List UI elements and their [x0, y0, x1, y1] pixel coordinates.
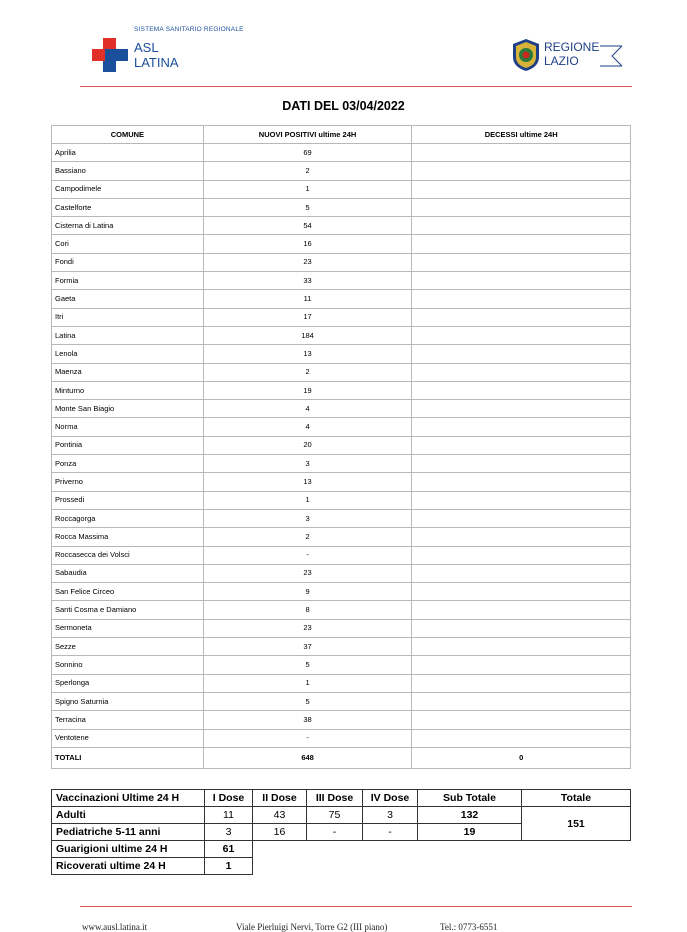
decessi-cell [412, 400, 631, 418]
nuovi-positivi-cell: 1 [203, 674, 412, 692]
comune-cell: Fondi [52, 253, 204, 271]
comune-cell: Roccasecca dei Volsci [52, 546, 204, 564]
comune-cell: Pontinia [52, 436, 204, 454]
adulti-label: Adulti [52, 807, 205, 824]
vacc-header-subtotal: Sub Totale [418, 790, 522, 807]
comune-cell: Sabaudia [52, 564, 204, 582]
table-row [52, 491, 631, 509]
region-line-2: LAZIO [544, 54, 579, 68]
regione-lazio-name [544, 40, 599, 68]
nuovi-positivi-cell: 20 [203, 436, 412, 454]
header-comune: COMUNE [52, 126, 204, 144]
table-row [52, 144, 631, 162]
nuovi-positivi-cell: 1 [203, 491, 412, 509]
decessi-cell [412, 656, 631, 674]
adulti-subtotal: 132 [418, 807, 522, 824]
regione-lazio-decoration [598, 40, 624, 72]
table-row [52, 290, 631, 308]
decessi-cell [412, 729, 631, 747]
decessi-cell [412, 564, 631, 582]
table-row [52, 583, 631, 601]
totals-label: TOTALI [52, 747, 204, 768]
nuovi-positivi-cell: 184 [203, 326, 412, 344]
vacc-header-total: Totale [522, 790, 631, 807]
nuovi-positivi-cell: 13 [203, 345, 412, 363]
table-row [52, 509, 631, 527]
table-row [52, 601, 631, 619]
comune-cell: Ventotene [52, 729, 204, 747]
table-row [52, 162, 631, 180]
asl-system-label: SISTEMA SANITARIO REGIONALE [134, 26, 244, 33]
nuovi-positivi-cell: 37 [203, 638, 412, 656]
header-divider [80, 86, 632, 87]
nuovi-positivi-cell: 4 [203, 418, 412, 436]
ricoverati-row [52, 858, 631, 875]
nuovi-positivi-cell: 23 [203, 564, 412, 582]
table-row [52, 674, 631, 692]
table-row [52, 455, 631, 473]
guarigioni-row [52, 841, 631, 858]
comune-cell: Cisterna di Latina [52, 217, 204, 235]
decessi-cell [412, 638, 631, 656]
comune-cell: Formia [52, 272, 204, 290]
decessi-cell [412, 326, 631, 344]
nuovi-positivi-cell: 9 [203, 583, 412, 601]
adulti-dose-3: 75 [307, 807, 363, 824]
table-row [52, 436, 631, 454]
nuovi-positivi-cell: 11 [203, 290, 412, 308]
decessi-cell [412, 546, 631, 564]
decessi-cell [412, 253, 631, 271]
comune-cell: Minturno [52, 381, 204, 399]
comune-cell: Cori [52, 235, 204, 253]
table-row [52, 473, 631, 491]
comune-cell: Norma [52, 418, 204, 436]
page-title: DATI DEL 03/04/2022 [282, 99, 405, 113]
table-row [52, 345, 631, 363]
nuovi-positivi-cell: 3 [203, 509, 412, 527]
decessi-cell [412, 436, 631, 454]
decessi-cell [412, 528, 631, 546]
table-row [52, 381, 631, 399]
nuovi-positivi-cell: 5 [203, 656, 412, 674]
pediatriche-dose-2: 16 [253, 824, 307, 841]
comune-cell: Sezze [52, 638, 204, 656]
table-row [52, 564, 631, 582]
decessi-cell [412, 583, 631, 601]
table-row [52, 363, 631, 381]
nuovi-positivi-cell: 19 [203, 381, 412, 399]
table-row [52, 253, 631, 271]
nuovi-positivi-cell: 2 [203, 363, 412, 381]
table-row [52, 217, 631, 235]
totals-positivi: 648 [203, 747, 412, 768]
decessi-cell [412, 162, 631, 180]
comune-cell: Gaeta [52, 290, 204, 308]
totals-decessi: 0 [412, 747, 631, 768]
decessi-cell [412, 345, 631, 363]
decessi-cell [412, 674, 631, 692]
comune-cell: Lenola [52, 345, 204, 363]
guarigioni-label: Guarigioni ultime 24 H [52, 841, 205, 858]
comune-cell: Castelforte [52, 198, 204, 216]
vacc-header-label: Vaccinazioni Ultime 24 H [52, 790, 205, 807]
nuovi-positivi-cell: 23 [203, 253, 412, 271]
decessi-cell [412, 418, 631, 436]
totals-row [52, 747, 631, 768]
comune-cell: San Felice Circeo [52, 583, 204, 601]
decessi-cell [412, 363, 631, 381]
municipality-table [51, 125, 631, 769]
nuovi-positivi-cell: 16 [203, 235, 412, 253]
decessi-cell [412, 144, 631, 162]
pediatriche-dose-3: - [307, 824, 363, 841]
vaccination-total: 151 [522, 807, 631, 841]
nuovi-positivi-cell: 3 [203, 455, 412, 473]
ricoverati-label: Ricoverati ultime 24 H [52, 858, 205, 875]
table-row [52, 638, 631, 656]
decessi-cell [412, 217, 631, 235]
table-row [52, 729, 631, 747]
table-row [52, 656, 631, 674]
vacc-header-dose-1: I Dose [205, 790, 253, 807]
nuovi-positivi-cell: 4 [203, 400, 412, 418]
asl-line-1: ASL [134, 40, 159, 55]
comune-cell: Maenza [52, 363, 204, 381]
nuovi-positivi-cell: 8 [203, 601, 412, 619]
pediatriche-dose-1: 3 [205, 824, 253, 841]
header-nuovi-positivi: NUOVI POSITIVI ultime 24H [203, 126, 412, 144]
vaccination-row-adulti [52, 807, 631, 824]
nuovi-positivi-cell: 54 [203, 217, 412, 235]
nuovi-positivi-cell: 5 [203, 692, 412, 710]
comune-cell: Bassiano [52, 162, 204, 180]
decessi-cell [412, 290, 631, 308]
nuovi-positivi-cell: 1 [203, 180, 412, 198]
guarigioni-value: 61 [205, 841, 253, 858]
regione-lazio-emblem [511, 38, 541, 72]
table-row [52, 180, 631, 198]
decessi-cell [412, 619, 631, 637]
vacc-header-dose-2: II Dose [253, 790, 307, 807]
nuovi-positivi-cell: 23 [203, 619, 412, 637]
comune-cell: Rocca Massima [52, 528, 204, 546]
nuovi-positivi-cell: - [203, 729, 412, 747]
decessi-cell [412, 692, 631, 710]
decessi-cell [412, 180, 631, 198]
decessi-cell [412, 198, 631, 216]
nuovi-positivi-cell: 2 [203, 162, 412, 180]
comune-cell: Monte San Biagio [52, 400, 204, 418]
asl-line-2: LATINA [134, 55, 179, 70]
table-row [52, 619, 631, 637]
table-row [52, 528, 631, 546]
comune-cell: Ponza [52, 455, 204, 473]
adulti-dose-2: 43 [253, 807, 307, 824]
comune-cell: Itri [52, 308, 204, 326]
table-header-row [52, 126, 631, 144]
table-row [52, 418, 631, 436]
pediatriche-dose-4: - [363, 824, 418, 841]
vacc-header-dose-3: III Dose [307, 790, 363, 807]
footer-address: Viale Pierluigi Nervi, Torre G2 (III piano) [236, 922, 388, 932]
footer-divider [80, 906, 632, 907]
pediatriche-label: Pediatriche 5-11 anni [52, 824, 205, 841]
table-row [52, 400, 631, 418]
comune-cell: Latina [52, 326, 204, 344]
decessi-cell [412, 509, 631, 527]
comune-cell: Prossedi [52, 491, 204, 509]
nuovi-positivi-cell: 69 [203, 144, 412, 162]
table-row [52, 198, 631, 216]
decessi-cell [412, 455, 631, 473]
decessi-cell [412, 491, 631, 509]
comune-cell: Roccagorga [52, 509, 204, 527]
vaccination-table [51, 789, 631, 875]
decessi-cell [412, 235, 631, 253]
nuovi-positivi-cell: 13 [203, 473, 412, 491]
comune-cell: Sperlonga [52, 674, 204, 692]
table-row [52, 546, 631, 564]
footer-phone: Tel.: 0773-6551 [440, 922, 498, 932]
vacc-header-dose-4: IV Dose [363, 790, 418, 807]
asl-name [134, 40, 179, 70]
comune-cell: Campodimele [52, 180, 204, 198]
adulti-dose-1: 11 [205, 807, 253, 824]
header-decessi: DECESSI ultime 24H [412, 126, 631, 144]
nuovi-positivi-cell: 5 [203, 198, 412, 216]
decessi-cell [412, 308, 631, 326]
asl-cross-logo [92, 38, 128, 72]
nuovi-positivi-cell: 38 [203, 711, 412, 729]
decessi-cell [412, 601, 631, 619]
decessi-cell [412, 272, 631, 290]
comune-cell: Sonnino [52, 656, 204, 674]
nuovi-positivi-cell: 2 [203, 528, 412, 546]
region-line-1: REGIONE [544, 40, 600, 54]
decessi-cell [412, 711, 631, 729]
table-row [52, 272, 631, 290]
nuovi-positivi-cell: 33 [203, 272, 412, 290]
decessi-cell [412, 381, 631, 399]
footer-website: www.ausl.latina.it [82, 922, 148, 932]
table-row [52, 326, 631, 344]
comune-cell: Terracina [52, 711, 204, 729]
comune-cell: Aprilia [52, 144, 204, 162]
pediatriche-subtotal: 19 [418, 824, 522, 841]
decessi-cell [412, 473, 631, 491]
comune-cell: Spigno Saturnia [52, 692, 204, 710]
document-header [0, 0, 687, 95]
vaccination-header-row [52, 790, 631, 807]
table-row [52, 711, 631, 729]
nuovi-positivi-cell: - [203, 546, 412, 564]
table-row [52, 308, 631, 326]
comune-cell: Santi Cosma e Damiano [52, 601, 204, 619]
table-row [52, 235, 631, 253]
comune-cell: Sermoneta [52, 619, 204, 637]
adulti-dose-4: 3 [363, 807, 418, 824]
table-row [52, 692, 631, 710]
ricoverati-value: 1 [205, 858, 253, 875]
comune-cell: Priverno [52, 473, 204, 491]
nuovi-positivi-cell: 17 [203, 308, 412, 326]
